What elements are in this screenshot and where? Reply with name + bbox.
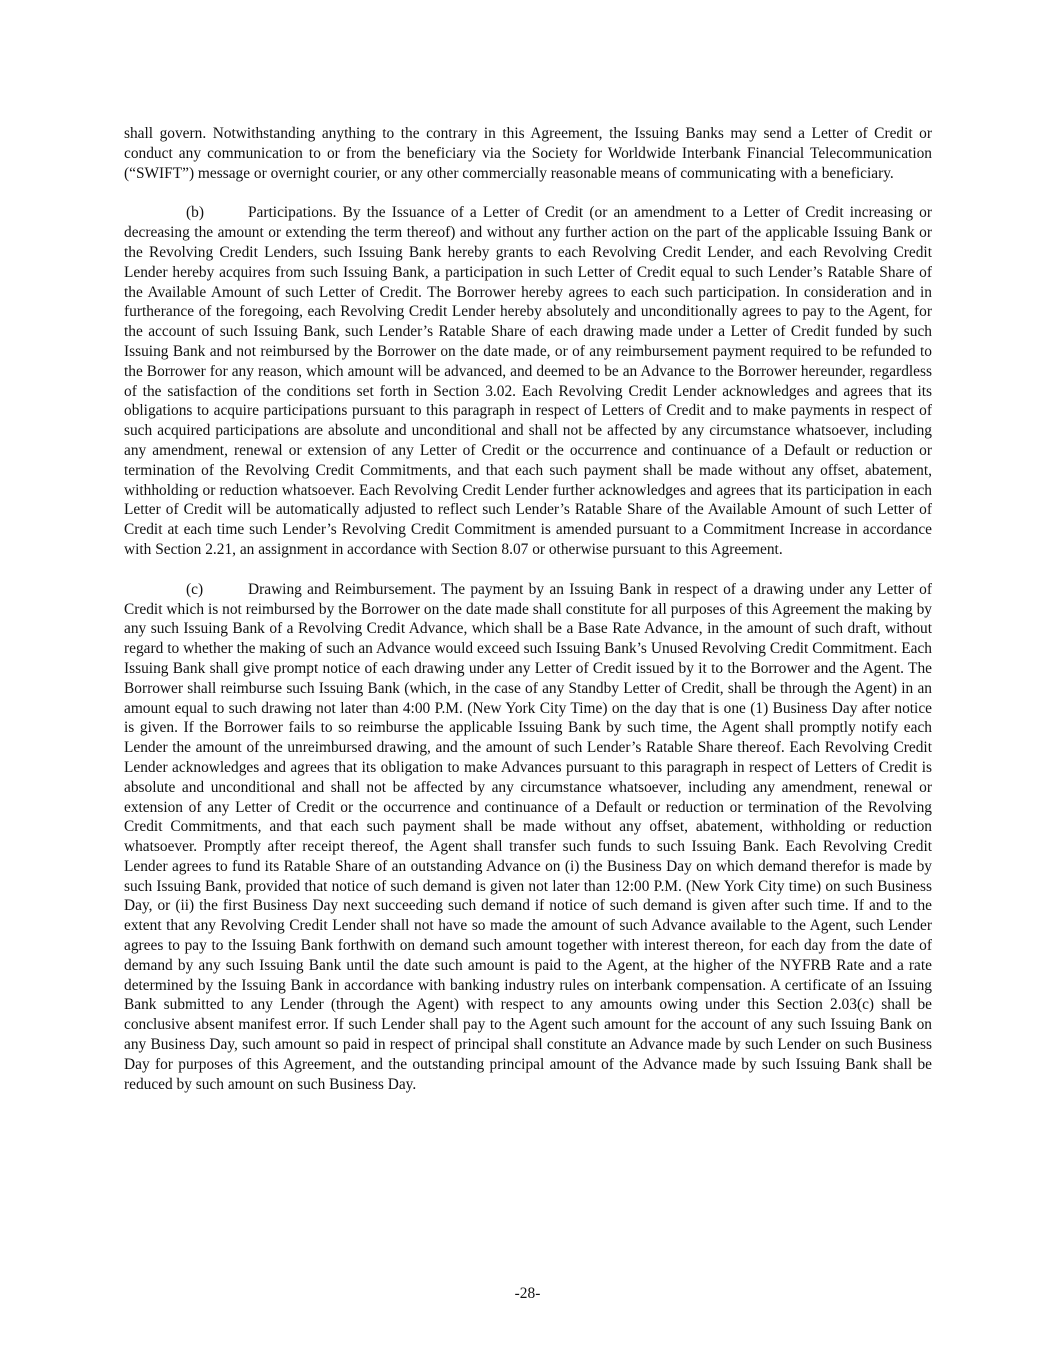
- section-c-paragraph: [124, 580, 932, 1095]
- section-c-text: Drawing and Reimbursement. The payment by an Issuing Bank in respect of a drawing under any Letter of Credit which is not reimbursed by the Borrower on the date made shall constitute for all purposes of this Agreement the making by any such Issuing Bank of a Revolving Credit Advance, which shall be a Base Rate Advance, in the amount of such draft, without regard to whether the making of such an Advance would exceed such Issuing Bank’s Unused Revolving Credit Commitment. Each Issuing Bank shall give prompt notice of each drawing under any Letter of Credit issued by it to the Borrower and the Agent. The Borrower shall reimburse such Issuing Bank (which, in the case of any Standby Letter of Credit, shall be through the Agent) in an amount equal to such drawing not later than 4:00 P.M. (New York City Time) on the day that is one (1) Business Day after notice is given. If the Borrower fails to so reimburse the applicable Issuing Bank by such time, the Agent shall promptly notify each Lender the amount of the unreimbursed drawing, and the amount of such Lender’s Ratable Share thereof. Each Revolving Credit Lender acknowledges and agrees that its obligation to make Advances pursuant to this paragraph in respect of Letters of Credit is absolute and unconditional and shall not be affected by any circumstance whatsoever, including any amendment, renewal or extension of any Letter of Credit or the occurrence and continuance of a Default or reduction or termination of the Revolving Credit Commitments, and that each such payment shall be made without any offset, abatement, withholding or reduction whatsoever. Promptly after receipt thereof, the Agent shall transfer such funds to such Issuing Bank. Each Revolving Credit Lender agrees to fund its Ratable Share of an outstanding Advance on (i) the Business Day on which demand therefor is made by such Issuing Bank, provided that notice of such demand is given not later than 12:00 P.M. (New York City time) on such Business Day, or (ii) the first Business Day next succeeding such demand if notice of such demand is given after such time. If and to the extent that any Revolving Credit Lender shall not have so made the amount of such Advance available to the Agent, such Lender agrees to pay to the Issuing Bank forthwith on demand such amount together with interest thereon, for each day from the date of demand by any such Issuing Bank until the date such amount is paid to the Agent, at the higher of the NYFRB Rate and a rate determined by the Issuing Bank in accordance with banking industry rules on interbank compensation. A certificate of an Issuing Bank submitted to any Lender (through the Agent) with respect to any amounts owing under this Section 2.03(c) shall be conclusive absent manifest error. If such Lender shall pay to the Agent such amount for the account of any such Issuing Bank on any Business Day, such amount so paid in respect of principal shall constitute an Advance made by such Lender on such Business Day for purposes of this Agreement, and the outstanding principal amount of the Advance made by such Issuing Bank shall be reduced by such amount on such Business Day.: [124, 580, 932, 1093]
- section-c-number: (c): [186, 580, 204, 598]
- document-page: [124, 124, 932, 1114]
- section-b-number: (b): [186, 204, 204, 222]
- section-b-paragraph: [124, 203, 932, 559]
- section-b-text: Participations. By the Issuance of a Letter of Credit (or an amendment to a Letter of Credit increasing or decreasing the amount or extending the term thereof) and without any further action on the part of the applicable Issuing Bank or the Revolving Credit Lenders, such Issuing Bank hereby grants to each Revolving Credit Lender, and each Revolving Credit Lender hereby acquires from such Issuing Bank, a participation in such Letter of Credit equal to such Lender’s Ratable Share of the Available Amount of such Letter of Credit. The Borrower hereby agrees to each such participation. In consideration and in furtherance of the foregoing, each Revolving Credit Lender hereby absolutely and unconditionally agrees to pay to the Agent, for the account of such Issuing Bank, such Lender’s Ratable Share of each drawing made under a Letter of Credit funded by such Issuing Bank and not reimbursed by the Borrower on the date made, or of any reimbursement payment required to be refunded to the Borrower for any reason, which amount will be advanced, and deemed to be an Advance to the Borrower hereunder, regardless of the satisfaction of the conditions set forth in Section 3.02. Each Revolving Credit Lender acknowledges and agrees that its obligations to acquire participations pursuant to this paragraph in respect of Letters of Credit and to make payments in respect of such acquired participations are absolute and unconditional and shall not be affected by any circumstance whatsoever, including any amendment, renewal or extension of any Letter of Credit or the occurrence and continuance of a Default or reduction or termination of the Revolving Credit Commitments, and that each such payment shall be made without any offset, abatement, withholding or reduction whatsoever. Each Revolving Credit Lender further acknowledges and agrees that its participation in each Letter of Credit will be automatically adjusted to reflect such Lender’s Ratable Share of the Available Amount of such Letter of Credit at each time such Lender’s Revolving Credit Commitment is amended pursuant to a Commitment Increase in accordance with Section 2.21, an assignment in accordance with Section 8.07 or otherwise pursuant to this Agreement.: [124, 204, 932, 558]
- paragraph-continued: shall govern. Notwithstanding anything to the contrary in this Agreement, the Issuing Banks may send a Letter of Credit or conduct any communication to or from the beneficiary via the Society for Worldwide Interbank Financial Telecommunication (“SWIFT”) message or overnight courier, or any other commercially reasonable means of communicating with a beneficiary.: [124, 125, 932, 182]
- page-number: -28-: [514, 1285, 541, 1302]
